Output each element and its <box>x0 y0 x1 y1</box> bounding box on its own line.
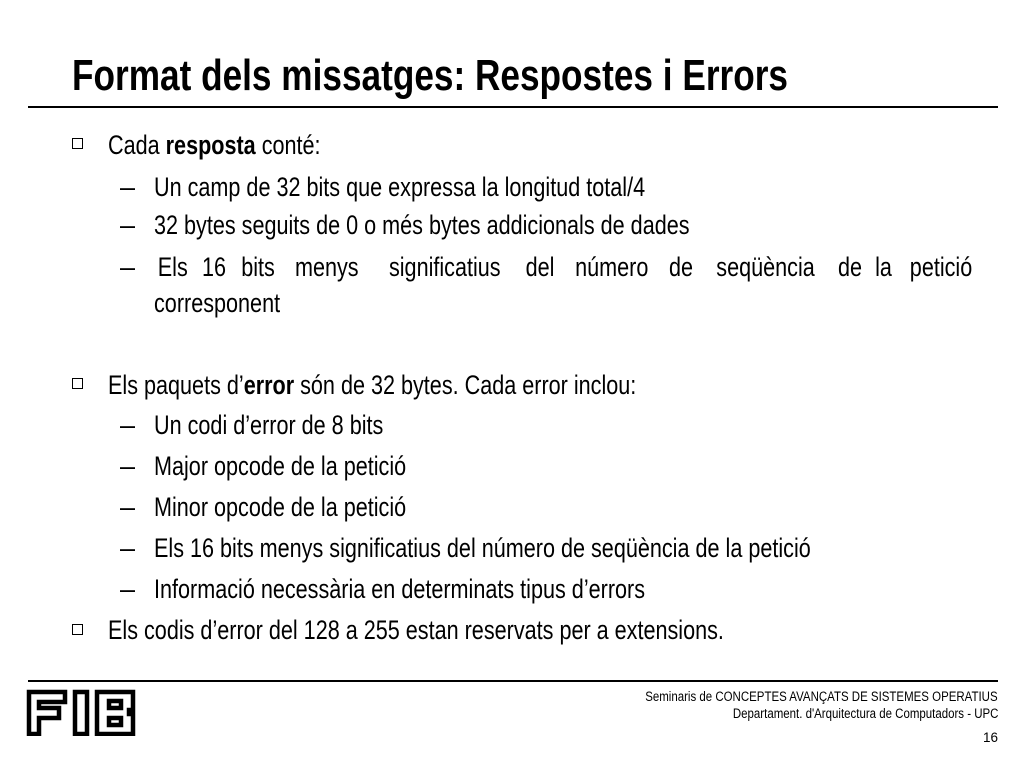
sub-item-text: Els 16 bits menys significatius del número de seqüència de la petició <box>154 533 811 563</box>
sub-item-text: Un camp de 32 bits que expressa la longitud total/4 <box>154 172 646 202</box>
dash-marker: – <box>120 574 136 604</box>
footer-line: Departament. d'Arquitectura de Computadors - UPC <box>732 706 998 721</box>
square-bullet-icon <box>72 378 83 389</box>
sub-item <box>154 408 441 442</box>
footer-department <box>686 705 998 722</box>
sub-item-word: seqüència <box>716 252 815 282</box>
bullet-errors <box>108 368 768 402</box>
sub-item <box>154 170 768 204</box>
logo-text <box>141 688 142 689</box>
bullet-keyword: error <box>243 370 295 400</box>
dash-marker: – <box>120 492 136 522</box>
footer-divider <box>28 680 998 682</box>
bullet-text: Cada <box>108 130 166 160</box>
title-divider <box>28 106 998 108</box>
sub-item-text: Un codi d’error de 8 bits <box>154 410 384 440</box>
bullet-text: Els paquets d’ <box>108 370 244 400</box>
sub-item-word: de <box>668 252 693 282</box>
sub-item-text: Minor opcode de la petició <box>154 492 407 522</box>
dash-marker: – <box>120 451 136 481</box>
sub-item-word: la <box>874 252 892 282</box>
sub-item-word: petició <box>909 252 973 282</box>
sub-item-word: 16 <box>202 252 227 282</box>
bullet-text: conté: <box>255 130 321 160</box>
dash-marker: – <box>120 172 136 202</box>
page-number <box>983 729 998 746</box>
page-number-text: 16 <box>982 730 998 745</box>
slide-title <box>72 50 967 102</box>
fib-logo <box>25 688 141 736</box>
sub-item <box>154 208 823 242</box>
bullet-keyword: resposta <box>165 130 256 160</box>
sub-item-text: 32 bytes seguits de 0 o més bytes addicionals de dades <box>154 210 690 240</box>
dash-marker: – <box>120 533 136 563</box>
square-bullet-icon <box>72 138 83 149</box>
sub-item-word: significatius <box>388 252 501 282</box>
sub-item-justified <box>154 250 980 284</box>
sub-item-text: corresponent <box>154 288 281 318</box>
footer-line: Seminaris de CONCEPTES AVANÇATS DE SISTEMES OPERATIUS <box>645 689 998 704</box>
sub-item-word: menys <box>295 252 359 282</box>
sub-item-text: Major opcode de la petició <box>154 451 407 481</box>
bullet-extensions <box>108 613 878 647</box>
sub-item-text: Informació necessària en determinats tipus d’errors <box>154 574 646 604</box>
sub-item <box>154 572 768 606</box>
sub-item-word: número <box>575 252 649 282</box>
fib-logo-icon <box>25 688 141 736</box>
slide-title-text: Format dels missatges: Respostes i Errors <box>72 51 788 100</box>
dash-marker: – <box>120 252 136 282</box>
bullet-respostes <box>108 128 374 162</box>
bullet-text: Els codis d’error del 128 a 255 estan reservats per a extensions. <box>108 615 724 645</box>
sub-item <box>154 531 975 565</box>
sub-item-word: Els <box>157 252 188 282</box>
footer-seminar <box>583 688 998 705</box>
sub-item-word: de <box>837 252 862 282</box>
square-bullet-icon <box>72 624 83 635</box>
bullet-text: són de 32 bytes. Cada error inclou: <box>294 370 637 400</box>
sub-item-word: del <box>525 252 555 282</box>
dash-marker: – <box>120 410 136 440</box>
sub-item-continuation <box>154 286 312 320</box>
dash-marker: – <box>120 210 136 240</box>
sub-item <box>154 490 469 524</box>
sub-item-word: bits <box>241 252 276 282</box>
sub-item <box>154 449 469 483</box>
